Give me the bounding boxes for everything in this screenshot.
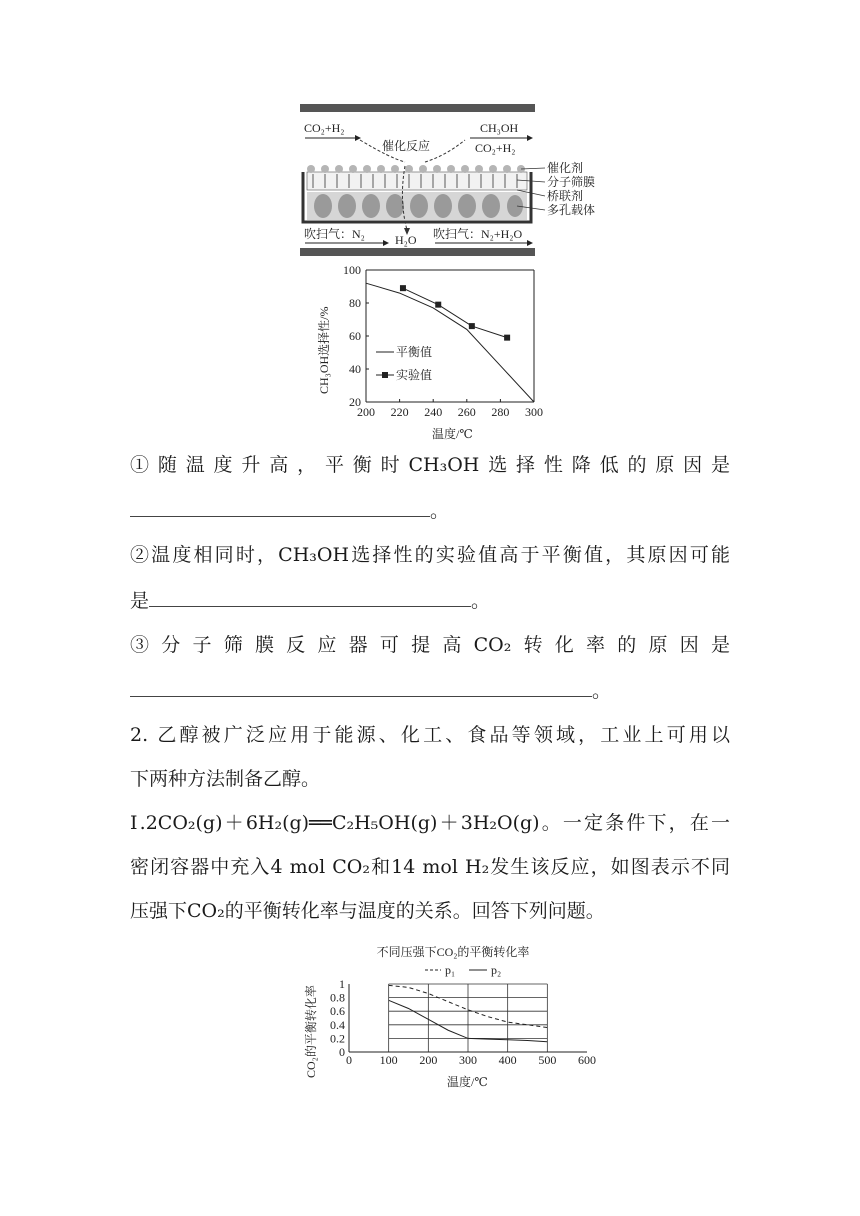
unreacted-gas-label: CO₂+H₂ [475, 141, 516, 155]
sweep-gas-in-label: 吹扫气：N₂ [304, 227, 365, 241]
question-3-line: ③分子筛膜反应器可提高CO₂转化率的原因是 [130, 634, 730, 656]
porous-support-particles [314, 194, 523, 218]
question-3-blank[interactable] [130, 678, 592, 697]
chart2-x-tick-label: 200 [419, 1053, 438, 1067]
chart2-y-tick-label: 1 [339, 977, 345, 991]
reactor-top-wall [300, 104, 535, 112]
problem-2-line-2: 下两种方法制备乙醇。 [130, 768, 321, 790]
chart1-x-tick-label: 200 [357, 405, 375, 419]
chart2-x-tick-label: 100 [379, 1053, 398, 1067]
question-1-line: ①随温度升高，平衡时CH₃OH选择性降低的原因是 [130, 454, 730, 476]
question-2-line: ②温度相同时，CH₃OH选择性的实验值高于平衡值，其原因可能 [130, 544, 730, 566]
sweep-gas-out-label: 吹扫气：N₂+H₂O [433, 227, 523, 241]
chart2-title: 不同压强下CO₂的平衡转化率 [376, 945, 530, 959]
chart1-legend-equilibrium: 平衡值 [396, 345, 433, 359]
chart1-series-experimental-line [403, 288, 507, 338]
chart2-y-label: CO₂的平衡转化率 [304, 985, 318, 1078]
question-2-blank[interactable] [149, 588, 471, 607]
layer-label-membrane: 分子筛膜 [547, 175, 596, 189]
question-1-blank[interactable] [130, 498, 430, 517]
problem-2-line-4: 密闭容器中充入4 mol CO₂和14 mol H₂发生该反应，如图表示不同 [130, 856, 730, 878]
layer-label-linker: 桥联剂 [547, 189, 584, 203]
chart2-y-tick-label: 0.4 [330, 1017, 345, 1032]
chart1-x-tick-label: 300 [525, 405, 543, 419]
problem-2-equation-line: Ⅰ.2CO₂(g)＋6H₂(g)══C₂H₅OH(g)＋3H₂O(g)。一定条件下，在一 [130, 812, 730, 834]
chart2-x-tick-label: 0 [346, 1053, 352, 1067]
chart1-x-tick-label: 260 [457, 405, 476, 419]
water-label: H₂O [395, 233, 417, 247]
chart2-legend-p1: p₁ [445, 963, 456, 977]
chart2-x-label: 温度/℃ [447, 1075, 488, 1089]
chart2-x-tick-label: 600 [578, 1053, 596, 1067]
chart1-y-label: CH₃OH选择性/% [317, 306, 331, 394]
feed-gas-label: CO₂+H₂ [304, 121, 345, 135]
question-2-cont: 是 [130, 590, 150, 612]
co2-conversion-chart [295, 940, 615, 1090]
question-3-end: 。 [592, 680, 612, 702]
chart1-legend-marker [382, 372, 388, 378]
chart1-series-equilibrium-line [366, 283, 534, 402]
question-3-answer-row [130, 676, 730, 706]
chart2-y-tick-label: 0.6 [330, 1004, 345, 1019]
chart1-experimental-point [504, 335, 510, 341]
chart2-x-tick-label: 400 [498, 1053, 517, 1067]
chart1-x-tick-label: 220 [390, 405, 409, 419]
methanol-product-label: CH₃OH [480, 121, 519, 135]
chart1-experimental-point [469, 323, 475, 329]
chart1-experimental-point [400, 285, 406, 291]
chart1-y-tick-label: 40 [349, 362, 361, 376]
question-1-end: 。 [430, 500, 450, 522]
membrane-reactor-diagram [295, 100, 625, 260]
chart1-x-label: 温度/℃ [432, 427, 473, 441]
chart1-y-tick-label: 20 [349, 395, 361, 409]
layer-label-support: 多孔载体 [547, 203, 596, 217]
chart2-x-tick-label: 500 [538, 1053, 557, 1067]
layer-label-catalyst: 催化剂 [547, 161, 584, 175]
question-1-answer-row [130, 496, 730, 526]
chart1-y-tick-label: 80 [349, 296, 361, 310]
question-2-answer-row [130, 586, 730, 616]
chart1-y-tick-label: 60 [349, 329, 361, 343]
selectivity-chart [310, 262, 550, 444]
chart1-legend-experimental: 实验值 [396, 368, 433, 382]
molecular-sieve-membrane [307, 172, 527, 190]
chart2-y-tick-label: 0.8 [330, 990, 345, 1005]
catalytic-reaction-label: 催化反应 [382, 139, 431, 153]
chart1-y-tick-label: 100 [343, 263, 361, 277]
chart1-x-tick-label: 240 [424, 405, 443, 419]
reaction-path-out [425, 140, 465, 162]
chart2-y-tick-label: 0.2 [330, 1031, 345, 1046]
problem-2-line-5: 压强下CO₂的平衡转化率与温度的关系。回答下列问题。 [130, 900, 605, 922]
chart2-x-tick-label: 300 [459, 1053, 477, 1067]
chart2-legend-p2: p₂ [491, 963, 502, 977]
chart1-experimental-point [435, 302, 441, 308]
chart2-y-tick-label: 0 [339, 1045, 345, 1059]
reactor-bottom-wall [300, 248, 535, 256]
question-2-end: 。 [471, 590, 491, 612]
chart1-x-tick-label: 280 [491, 405, 510, 419]
problem-2-line-1: 2. 乙醇被广泛应用于能源、化工、食品等领域，工业上可用以 [130, 724, 730, 746]
